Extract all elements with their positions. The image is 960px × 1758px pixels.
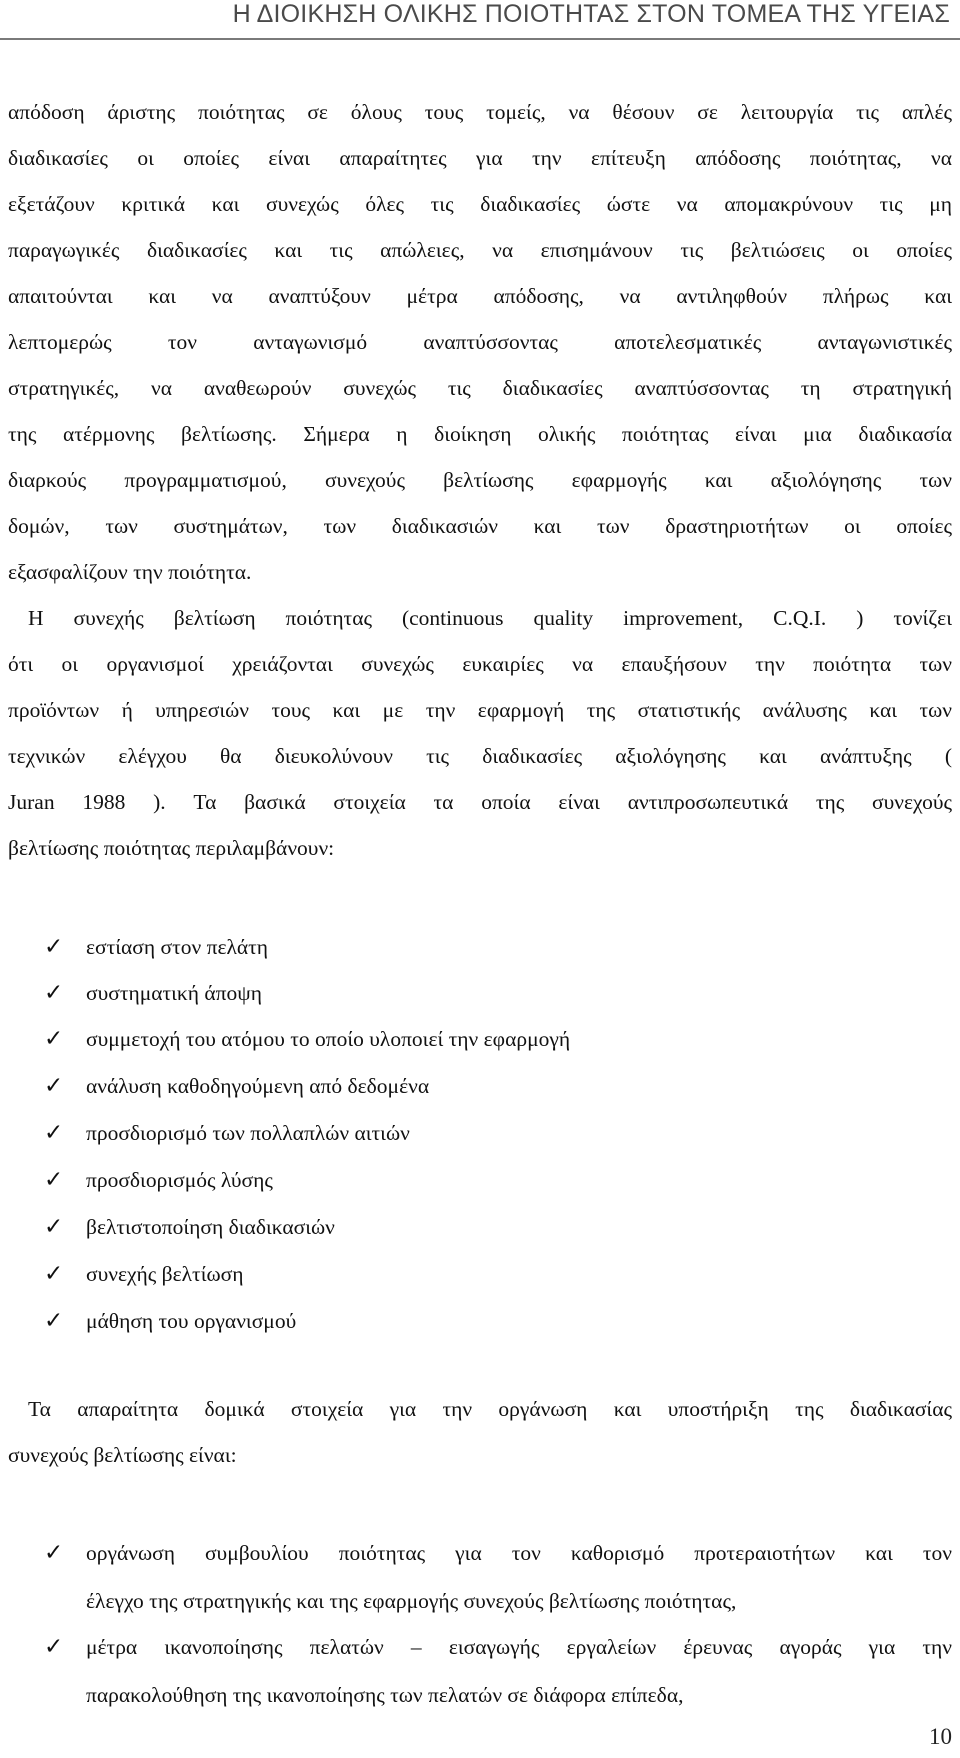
list-item-text: μέτρα ικανοποίησης πελατών – εισαγωγής εργαλείων έρευνας αγοράς για την xyxy=(86,1635,952,1659)
list-item-text: συνεχής βελτίωση xyxy=(86,1262,244,1286)
check-icon: ✓ xyxy=(44,1634,64,1660)
list-item-text: συστηματική άποψη xyxy=(86,981,262,1005)
list-item-text: μάθηση του οργανισμού xyxy=(86,1309,297,1333)
text-line: λεπτομερώς τον ανταγωνισμό αναπτύσσοντας αποτελεσματικές ανταγωνιστικές xyxy=(8,330,952,354)
check-icon: ✓ xyxy=(44,1308,64,1334)
check-icon: ✓ xyxy=(44,1261,64,1287)
check-icon: ✓ xyxy=(44,1540,64,1566)
list-item-text: προσδιορισμό των πολλαπλών αιτιών xyxy=(86,1121,410,1145)
text-line: διαδικασίες οι οποίες είναι απαραίτητες για την επίτευξη απόδοσης ποιότητας, να xyxy=(8,146,952,170)
list-item-text: εστίαση στον πελάτη xyxy=(86,935,269,959)
text-line: εξασφαλίζουν την ποιότητα. xyxy=(8,560,252,584)
text-line: διαρκούς προγραμματισμού, συνεχούς βελτίωσης εφαρμογής και αξιολόγησης των xyxy=(8,468,952,492)
list-item-text: συμμετοχή του ατόμου το οποίο υλοποιεί την εφαρμογή xyxy=(86,1027,571,1051)
check-icon: ✓ xyxy=(44,1120,64,1146)
text-line: τεχνικών ελέγχου θα διευκολύνουν τις διαδικασίες αξιολόγησης και ανάπτυξης ( xyxy=(8,744,952,768)
text-line: συνεχούς βελτίωσης είναι: xyxy=(8,1443,237,1467)
check-icon: ✓ xyxy=(44,980,64,1006)
text-line: Τα απαραίτητα δομικά στοιχεία για την οργάνωση και υποστήριξη της διαδικασίας xyxy=(28,1397,952,1421)
text-line: Juran 1988 ). Τα βασικά στοιχεία τα οποία είναι αντιπροσωπευτικά της συνεχούς xyxy=(8,790,952,814)
text-line: απαιτούνται και να αναπτύξουν μέτρα απόδοσης, να αντιληφθούν πλήρως και xyxy=(8,284,952,308)
list-item-text: βελτιστοποίηση διαδικασιών xyxy=(86,1215,335,1239)
list-item-text: οργάνωση συμβουλίου ποιότητας για τον καθορισμό προτεραιοτήτων και τον xyxy=(86,1541,952,1565)
page-number: 10 xyxy=(929,1724,952,1749)
text-line: της ατέρμονης βελτίωσης. Σήμερα η διοίκηση ολικής ποιότητας είναι μια διαδικασία xyxy=(8,422,952,446)
header-divider xyxy=(0,38,960,40)
check-icon: ✓ xyxy=(44,1073,64,1099)
text-line: Η συνεχής βελτίωση ποιότητας (continuous quality improvement, C.Q.I. ) τονίζει xyxy=(28,606,952,630)
check-icon: ✓ xyxy=(44,1167,64,1193)
text-line: προϊόντων ή υπηρεσιών τους και με την εφαρμογή της στατιστικής ανάλυσης και των xyxy=(8,698,952,722)
check-icon: ✓ xyxy=(44,934,64,960)
check-icon: ✓ xyxy=(44,1214,64,1240)
list-item-text: προσδιορισμός λύσης xyxy=(86,1168,273,1192)
running-header: Η ΔΙΟΙΚΗΣΗ ΟΛΙΚΗΣ ΠΟΙΟΤΗΤΑΣ ΣΤΟΝ ΤΟΜΕΑ ΤΗΣ ΥΓΕΙΑΣ xyxy=(232,0,950,28)
text-line: απόδοση άριστης ποιότητας σε όλους τους τομείς, να θέσουν σε λειτουργία τις απλές xyxy=(8,100,952,124)
text-line: παραγωγικές διαδικασίες και τις απώλειες, να επισημάνουν τις βελτιώσεις οι οποίες xyxy=(8,238,952,262)
text-line: ότι οι οργανισμοί χρειάζονται συνεχώς ευκαιρίες να επαυξήσουν την ποιότητα των xyxy=(8,652,952,676)
text-line: εξετάζουν κριτικά και συνεχώς όλες τις διαδικασίες ώστε να απομακρύνουν τις μη xyxy=(8,192,952,216)
text-line: στρατηγικές, να αναθεωρούν συνεχώς τις διαδικασίες αναπτύσσοντας τη στρατηγική xyxy=(8,376,952,400)
list-item-text-continued: έλεγχο της στρατηγικής και της εφαρμογής συνεχούς βελτίωσης ποιότητας, xyxy=(86,1589,737,1613)
check-icon: ✓ xyxy=(44,1026,64,1052)
text-line: δομών, των συστημάτων, των διαδικασιών και των δραστηριοτήτων οι οποίες xyxy=(8,514,952,538)
list-item-text-continued: παρακολούθηση της ικανοποίησης των πελατών σε διάφορα επίπεδα, xyxy=(86,1683,684,1707)
text-line: βελτίωσης ποιότητας περιλαμβάνουν: xyxy=(8,836,335,860)
list-item-text: ανάλυση καθοδηγούμενη από δεδομένα xyxy=(86,1074,430,1098)
